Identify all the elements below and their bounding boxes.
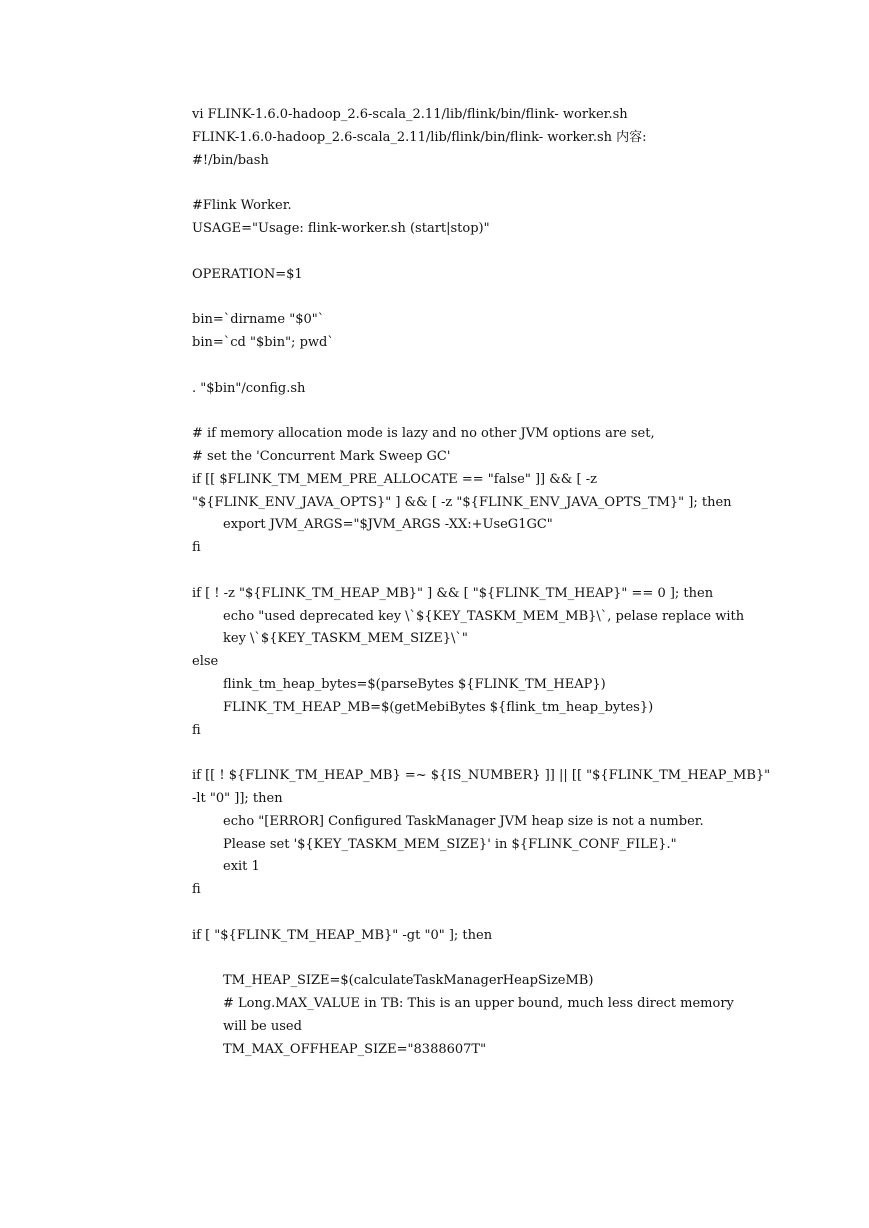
blank-line: [192, 560, 752, 583]
code-line: #!/bin/bash: [192, 152, 269, 168]
code-line: will be used: [223, 1018, 302, 1034]
code-line: if [[ ! ${FLINK_TM_HEAP_MB} =~ ${IS_NUMBER} ]] || [[ "${FLINK_TM_HEAP_MB}": [192, 768, 771, 784]
code-line: OPERATION=$1: [192, 266, 303, 282]
code-line: flink_tm_heap_bytes=$(parseBytes ${FLINK_TM_HEAP}): [223, 676, 606, 692]
code-line: TM_MAX_OFFHEAP_SIZE="8388607T": [223, 1041, 487, 1057]
script-listing: [192, 104, 771, 1061]
blank-line: [192, 902, 752, 925]
code-line: -lt "0" ]]; then: [192, 790, 283, 806]
code-line: echo "used deprecated key \`${KEY_TASKM_MEM_MB}\`, pelase replace with: [223, 608, 745, 624]
blank-line: [192, 742, 752, 765]
code-line: # if memory allocation mode is lazy and no other JVM options are set,: [192, 426, 655, 442]
code-line: fi: [192, 540, 201, 556]
blank-line: [192, 355, 752, 378]
code-line: if [ "${FLINK_TM_HEAP_MB}" -gt "0" ]; then: [192, 927, 493, 943]
code-line: fi: [192, 722, 201, 738]
code-line: vi FLINK-1.6.0-hadoop_2.6-scala_2.11/lib/flink/bin/flink- worker.sh: [192, 107, 628, 122]
blank-line: [192, 400, 752, 423]
blank-line: [192, 286, 752, 309]
code-line: TM_HEAP_SIZE=$(calculateTaskManagerHeapSizeMB): [223, 973, 594, 989]
blank-line: [192, 172, 752, 195]
blank-line: [192, 241, 752, 264]
code-line: bin=`dirname "$0"`: [192, 312, 325, 328]
code-line: key \`${KEY_TASKM_MEM_SIZE}\`": [223, 631, 468, 647]
code-line: Please set '${KEY_TASKM_MEM_SIZE}' in ${FLINK_CONF_FILE}.": [223, 836, 677, 852]
code-line: FLINK-1.6.0-hadoop_2.6-scala_2.11/lib/flink/bin/flink- worker.sh 内容:: [192, 129, 647, 145]
code-line: #Flink Worker.: [192, 198, 292, 214]
code-line: echo "[ERROR] Configured TaskManager JVM heap size is not a number.: [223, 813, 704, 829]
code-line: bin=`cd "$bin"; pwd`: [192, 334, 334, 350]
code-line: FLINK_TM_HEAP_MB=$(getMebiBytes ${flink_tm_heap_bytes}): [223, 699, 654, 715]
code-line: exit 1: [223, 859, 260, 875]
code-line: if [ ! -z "${FLINK_TM_HEAP_MB}" ] && [ "${FLINK_TM_HEAP}" == 0 ]; then: [192, 585, 714, 601]
code-line: if [[ $FLINK_TM_MEM_PRE_ALLOCATE == "false" ]] && [ -z: [192, 471, 597, 487]
code-line: fi: [192, 882, 201, 898]
code-line: . "$bin"/config.sh: [192, 380, 306, 396]
code-line: export JVM_ARGS="$JVM_ARGS -XX:+UseG1GC": [223, 517, 553, 533]
code-line: "${FLINK_ENV_JAVA_OPTS}" ] && [ -z "${FLINK_ENV_JAVA_OPTS_TM}" ]; then: [192, 494, 732, 510]
code-line: # set the 'Concurrent Mark Sweep GC': [192, 448, 451, 464]
blank-line: [192, 947, 752, 970]
code-line: # Long.MAX_VALUE in TB: This is an upper bound, much less direct memory: [223, 996, 734, 1012]
code-line: USAGE="Usage: flink-worker.sh (start|stop)": [192, 220, 490, 236]
code-line: else: [192, 654, 219, 670]
